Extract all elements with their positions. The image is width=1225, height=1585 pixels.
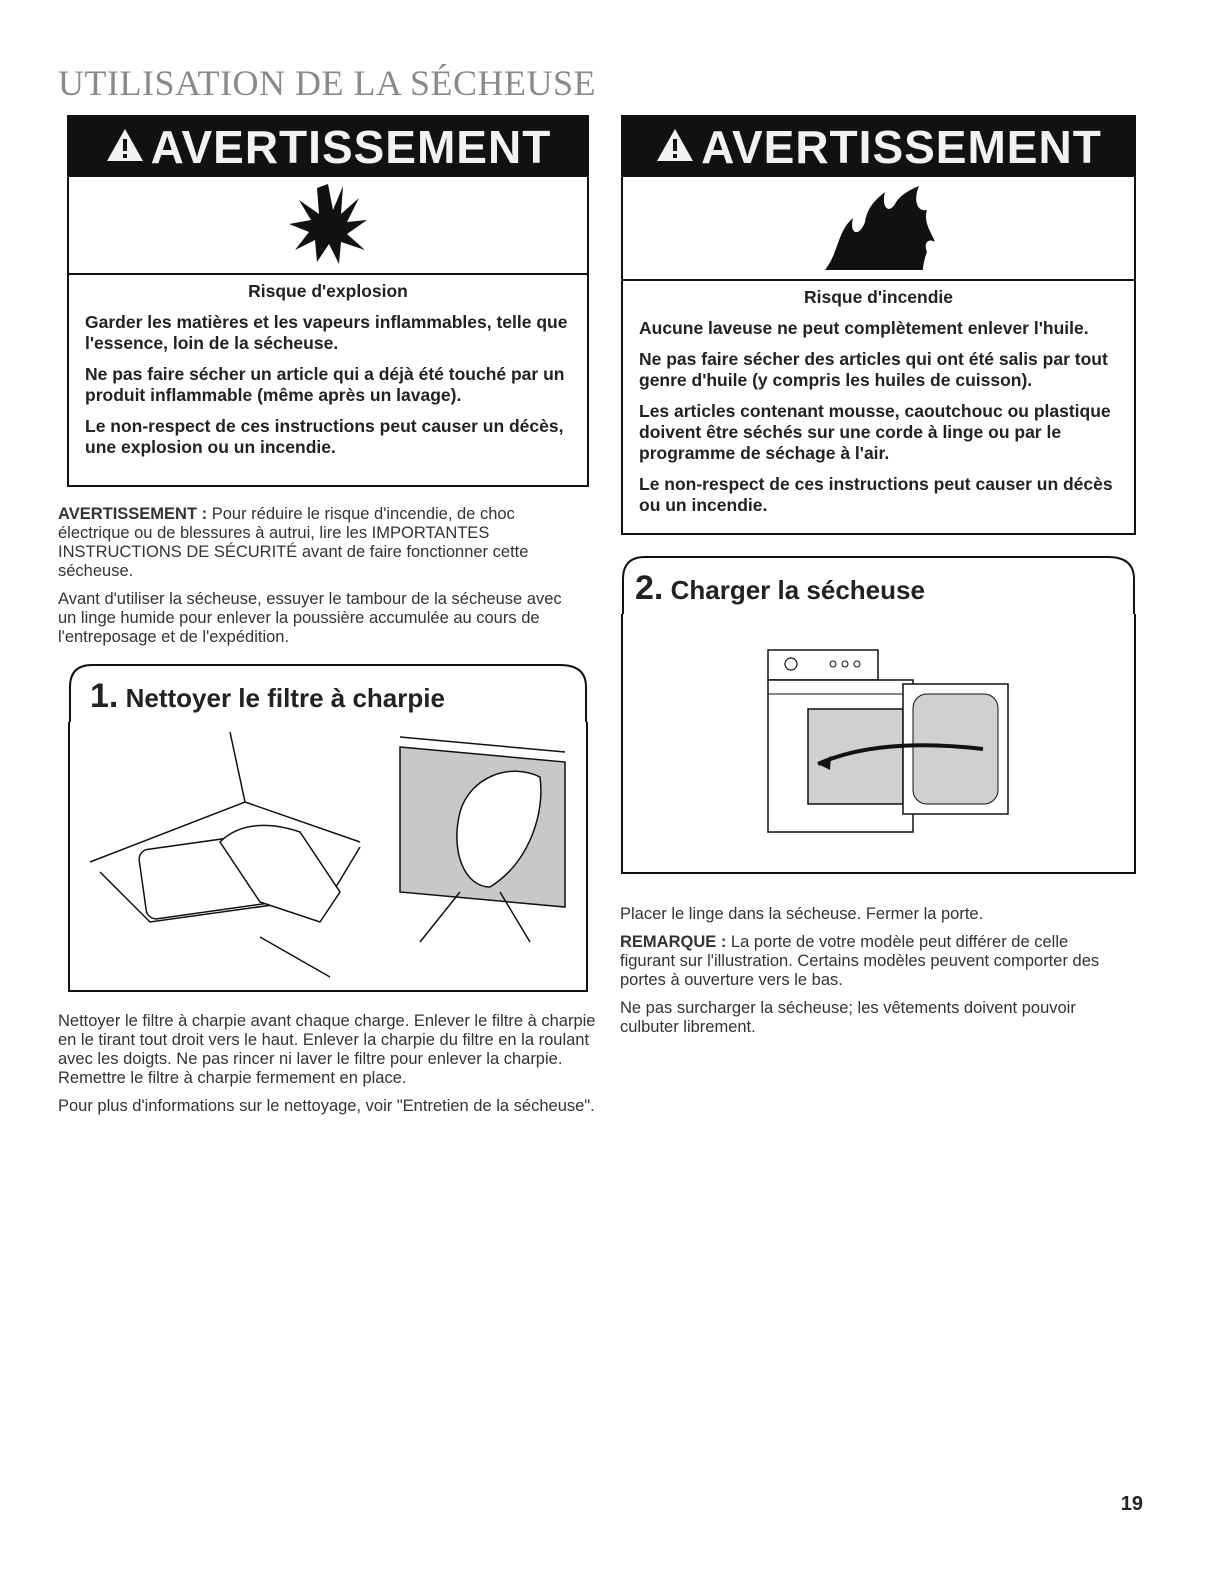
warning-line: Aucune laveuse ne peut complètement enlever l'huile. xyxy=(639,318,1089,338)
lint-filter-illustration xyxy=(70,722,586,988)
warning-text xyxy=(69,275,587,476)
page-title: UTILISATION DE LA SÉCHEUSE xyxy=(58,63,596,103)
warning-band xyxy=(623,117,1134,177)
warning-box-fire xyxy=(621,115,1136,535)
intro-paragraph: Avant d'utiliser la sécheuse, essuyer le tambour de la sécheuse avec un linge humide pour enlever la poussière accumulée au cours de l'entreposage et de l'expédition. xyxy=(58,590,562,646)
warning-box-explosion xyxy=(67,115,589,487)
warning-line: Le non-respect de ces instructions peut causer un décès ou un incendie. xyxy=(639,474,1113,515)
warning-line: Ne pas faire sécher un article qui a déjà été touché par un produit inflammable (même après un lavage). xyxy=(85,364,565,405)
warning-line: Les articles contenant mousse, caoutchouc ou plastique doivent être séchés sur une corde à linge ou par le programme de séchage à l'air. xyxy=(639,401,1111,463)
intro-paragraph xyxy=(58,505,583,581)
step1-illustration-panel xyxy=(68,722,588,992)
warning-band xyxy=(69,117,587,177)
step2-note-text: La porte de votre modèle peut différer de celle figurant sur l'illustration. Certains modèles peuvent comporter des portes à ouverture vers le bas. xyxy=(620,933,1100,989)
warning-triangle-icon xyxy=(105,120,145,174)
step2-text xyxy=(620,905,1120,1046)
step2-paragraph: Placer le linge dans la sécheuse. Fermer la porte. xyxy=(620,905,984,923)
step1-paragraph: Pour plus d'informations sur le nettoyage, voir "Entretien de la sécheuse". xyxy=(58,1097,595,1115)
warning-heading: Risque d'explosion xyxy=(248,281,408,301)
warning-line: Ne pas faire sécher des articles qui ont été salis par tout genre d'huile (y compris les huiles de cuisson). xyxy=(639,349,1108,390)
dryer-illustration xyxy=(623,614,1134,870)
step2-title: Charger la sécheuse xyxy=(670,575,925,605)
step2-note-label: REMARQUE : xyxy=(620,933,727,951)
step2-number: 2. xyxy=(635,569,664,607)
intro-warning-label: AVERTISSEMENT : xyxy=(58,505,208,523)
explosion-icon xyxy=(69,177,587,275)
step1-number: 1. xyxy=(90,677,119,715)
step2-illustration-panel xyxy=(621,614,1136,874)
intro-warning-text: Pour réduire le risque d'incendie, de choc électrique ou de blessures à autrui, lire les IMPORTANTES INSTRUCTIONS DE SÉCURITÉ avant de faire fonctionner cette sécheuse. xyxy=(58,505,529,580)
step2-header xyxy=(621,555,1136,615)
warning-band-label: AVERTISSEMENT xyxy=(150,121,552,173)
warning-line: Le non-respect de ces instructions peut causer un décès, une explosion ou un incendie. xyxy=(85,416,564,457)
step1-title: Nettoyer le filtre à charpie xyxy=(125,683,445,713)
warning-band-label: AVERTISSEMENT xyxy=(701,121,1102,173)
step2-paragraph: Ne pas surcharger la sécheuse; les vêtements doivent pouvoir culbuter librement. xyxy=(620,999,1076,1036)
warning-text xyxy=(623,281,1134,534)
warning-line: Garder les matières et les vapeurs inflammables, telle que l'essence, loin de la sécheuse. xyxy=(85,312,568,353)
step1-text xyxy=(58,1012,598,1125)
intro-text xyxy=(58,505,583,656)
step2-paragraph xyxy=(620,933,1120,990)
step1-header xyxy=(68,663,588,723)
warning-heading: Risque d'incendie xyxy=(803,287,954,307)
step1-paragraph: Nettoyer le filtre à charpie avant chaque charge. Enlever le filtre à charpie en le tirant tout droit vers le haut. Enlever la charpie du filtre en la roulant avec les doigts. Ne pas rincer ni laver le filtre pour enlever la charpie. Remettre le filtre à charpie fermement en place. xyxy=(58,1012,596,1087)
warning-triangle-icon xyxy=(655,120,695,174)
fire-icon xyxy=(623,177,1134,281)
page-number: 19 xyxy=(1120,1493,1143,1515)
